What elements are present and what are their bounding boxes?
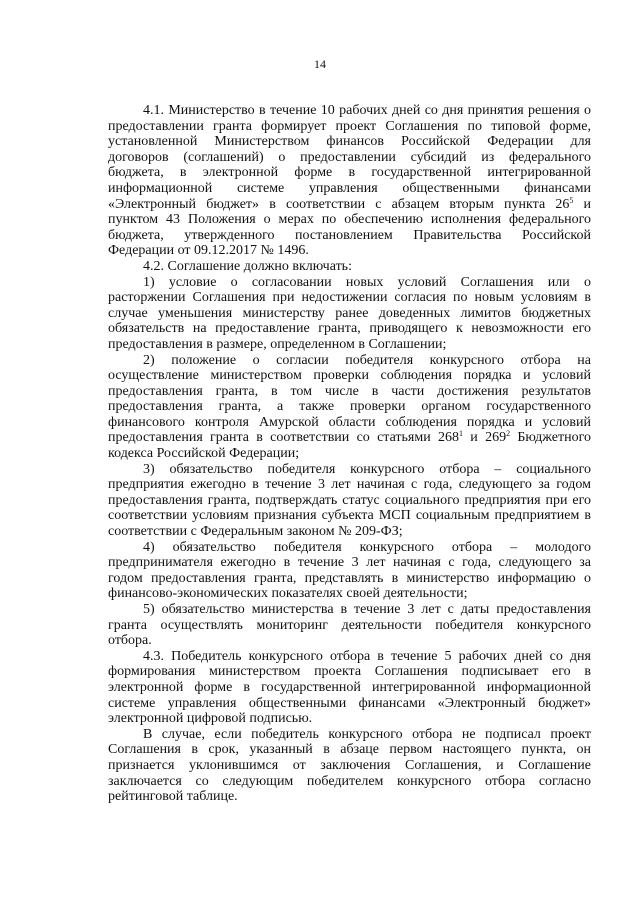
text-segment: гранта осуществлять мониторинг деятельности победителя конкурсного (108, 617, 591, 633)
text-segment: электронной форме в государственной интегрированной информационной (108, 679, 591, 695)
text-segment: предоставления в размере, определенном в Соглашении; (108, 336, 447, 352)
text-segment: соответствии с Федеральным законом № 209-ФЗ; (108, 524, 403, 540)
text-line (108, 696, 591, 712)
text-line (108, 446, 591, 462)
text-segment: бюджета, утвержденного постановлением Правительства Российской (108, 227, 591, 243)
text-segment: договоров (соглашений) о предоставлении субсидий из федерального (108, 149, 591, 165)
text-segment: случае уменьшения министерству ранее доведенных лимитов бюджетных (108, 305, 591, 321)
text-segment: В случае, если победитель конкурсного отбора не подписал проект (143, 726, 591, 742)
text-segment: 1) условие о согласовании новых условий Соглашения или о (143, 274, 591, 290)
text-segment: финансового контроля Амурской области соблюдения порядка и условий (108, 414, 591, 430)
text-segment: и (573, 196, 591, 212)
text-segment: 5) обязательство министерства в течение 3 лет с даты предоставления (143, 602, 591, 617)
text-line (108, 399, 591, 415)
text-segment: Соглашения в срок, указанный в абзаце первом настоящего пункта, он (108, 742, 591, 758)
text-line (108, 353, 591, 369)
text-line (108, 384, 591, 400)
footnote-ref: 2 (506, 430, 511, 439)
text-segment: предпринимателя ежегодно в течение 3 лет начиная с года, следующего за (108, 555, 591, 571)
text-segment: предприятия ежегодно в течение 3 лет начиная с года, следующего за годом (108, 477, 591, 493)
text-line (108, 633, 591, 649)
text-segment: электронной цифровой подписью. (108, 711, 313, 727)
text-line (108, 540, 591, 556)
text-line (108, 618, 591, 634)
text-line (108, 602, 591, 618)
text-segment: предоставлении гранта формирует проект Соглашения по типовой форме, (108, 118, 591, 134)
footnote-ref: 1 (459, 430, 464, 439)
text-line (108, 524, 591, 540)
text-segment: 4) обязательство победителя конкурсного отбора – молодого (143, 539, 591, 555)
text-segment: годом предоставления гранта, представлять в министерство информацию о (108, 570, 591, 586)
text-line (108, 664, 591, 680)
page-number: 14 (314, 57, 326, 71)
text-line (108, 649, 591, 665)
text-segment: Бюджетного (510, 430, 591, 446)
text-segment: рейтинговой таблице. (108, 789, 238, 805)
text-line (108, 555, 591, 571)
text-line (108, 150, 591, 166)
text-line (108, 774, 591, 790)
text-segment: расторжении Соглашения при недостижении согласия по новым условиям в (108, 290, 591, 306)
text-segment: системе управления общественными финансами «Электронный бюджет» (108, 695, 591, 711)
text-segment: кодекса Российской Федерации; (108, 446, 300, 462)
text-line (108, 165, 591, 181)
text-line (108, 212, 591, 228)
text-line (108, 243, 591, 259)
text-segment: формирования министерством проекта Соглашения подписывает его в (108, 664, 591, 680)
text-segment: предоставления гранта в соответствии со статьями 268 (108, 430, 460, 446)
text-segment: 2) положение о согласии победителя конкурсного отбора на (143, 352, 591, 368)
text-segment: 4.1. Министерство в течение 10 рабочих дней со дня принятия решения о (143, 103, 591, 118)
text-line (108, 758, 591, 774)
text-segment: предоставления гранта, в том числе в части достижения результатов (108, 383, 591, 399)
text-segment: осуществление министерством проверки соблюдения порядка и условий (108, 368, 591, 384)
text-segment: соответствии условиям признания субъекта МСП социальным предприятием в (108, 508, 591, 524)
text-line (108, 337, 591, 353)
text-line (108, 430, 591, 446)
text-line (108, 571, 591, 587)
text-line (108, 477, 591, 493)
text-segment: 4.2. Соглашение должно включать: (143, 258, 352, 274)
text-line (108, 119, 591, 135)
text-line (108, 321, 591, 337)
text-line (108, 742, 591, 758)
text-line (108, 727, 591, 743)
text-line (108, 228, 591, 244)
text-line (108, 586, 591, 602)
text-line (108, 259, 591, 275)
text-line (108, 134, 591, 150)
text-line (108, 306, 591, 322)
text-segment: заключается со следующим победителем конкурсного отбора согласно (108, 773, 591, 789)
text-line (108, 290, 591, 306)
text-segment: «Электронный бюджет» в соответствии с абзацем вторым пункта 26 (108, 196, 570, 212)
text-segment: 4.3. Победитель конкурсного отбора в течение 5 рабочих дней со дня (143, 648, 591, 664)
text-line (108, 789, 591, 805)
text-line (108, 680, 591, 696)
text-segment: бюджета, в электронной форме в государственной интегрированной (108, 165, 591, 181)
footnote-ref: 5 (569, 196, 574, 205)
text-line (108, 275, 591, 291)
text-segment: предоставления гранта, а также проверки органом государственного (108, 399, 591, 415)
text-segment: 3) обязательство победителя конкурсного отбора – социального (143, 461, 591, 477)
text-line (108, 181, 591, 197)
document-body (108, 103, 591, 805)
text-segment: обязательств на предоставление гранта, приводящего к невозможности его (108, 321, 591, 337)
text-segment: информационной системе управления общественными финансами (108, 180, 591, 196)
text-line (108, 415, 591, 431)
text-segment: предоставления гранта, подтверждать статус социального предприятия при его (108, 492, 591, 508)
text-line (108, 493, 591, 509)
text-segment: установленной Министерством финансов Российской Федерации для (108, 134, 591, 150)
text-line (108, 103, 591, 119)
text-segment: отбора. (108, 633, 152, 649)
text-segment: признается уклонившимся от заключения Соглашения, и Соглашение (108, 757, 591, 773)
text-segment: Федерации от 09.12.2017 № 1496. (108, 243, 309, 259)
text-line (108, 462, 591, 478)
text-line (108, 197, 591, 213)
text-line (108, 508, 591, 524)
text-segment: финансово-экономических показателях своей деятельности; (108, 586, 468, 602)
text-segment: и 269 (463, 430, 507, 446)
text-line (108, 368, 591, 384)
text-line (108, 711, 591, 727)
text-segment: пунктом 43 Положения о мерах по обеспечению исполнения федерального (108, 212, 591, 228)
